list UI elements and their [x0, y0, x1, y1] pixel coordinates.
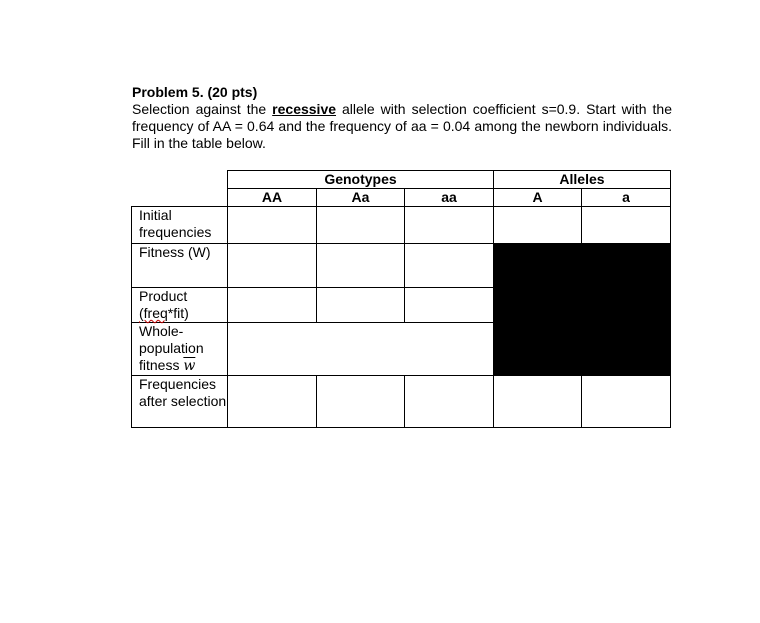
cell-fitness-aa[interactable] — [405, 244, 494, 288]
product-label-line1: Product — [139, 288, 188, 304]
product-label-freq: (freq — [139, 305, 168, 321]
col-header-a: a — [582, 189, 671, 207]
problem-emphasis: recessive — [272, 101, 337, 117]
problem-block — [132, 84, 672, 152]
blacked-out-region — [494, 244, 671, 376]
alleles-header: Alleles — [494, 171, 671, 189]
col-header-A: A — [494, 189, 582, 207]
col-header-AA: AA — [228, 189, 317, 207]
col-header-aa: aa — [405, 189, 494, 207]
problem-text-after: allele with selection coefficient s=0.9. Start with the frequency of AA = 0.64 and the frequency of aa = 0.04 among the newborn individuals. Fill in the table below. — [132, 101, 672, 151]
cell-initial-A[interactable] — [494, 207, 582, 244]
problem-title: Problem 5. (20 pts) — [132, 84, 258, 100]
row-label-initial-frequencies: Initial frequencies — [132, 207, 228, 244]
selection-table — [131, 170, 671, 428]
genotypes-header: Genotypes — [228, 171, 494, 189]
cell-product-AA[interactable] — [228, 288, 317, 323]
cell-fitness-Aa[interactable] — [317, 244, 405, 288]
cell-initial-a[interactable] — [582, 207, 671, 244]
whole-label-text: Whole-population fitness — [139, 323, 204, 373]
cell-whole-population-fitness[interactable] — [228, 323, 494, 376]
cell-initial-aa[interactable] — [405, 207, 494, 244]
cell-after-aa[interactable] — [405, 376, 494, 428]
w-bar-symbol: $\overline{w}$ — [183, 358, 196, 374]
cell-after-a[interactable] — [582, 376, 671, 428]
cell-after-AA[interactable] — [228, 376, 317, 428]
cell-product-aa[interactable] — [405, 288, 494, 323]
row-label-fitness: Fitness (W) — [132, 244, 228, 288]
product-label-fit: *fit) — [167, 305, 189, 321]
cell-fitness-AA[interactable] — [228, 244, 317, 288]
col-header-Aa: Aa — [317, 189, 405, 207]
cell-initial-Aa[interactable] — [317, 207, 405, 244]
cell-product-Aa[interactable] — [317, 288, 405, 323]
problem-text-before: Selection against the — [132, 101, 273, 117]
cell-after-Aa[interactable] — [317, 376, 405, 428]
row-label-product — [132, 288, 228, 323]
row-label-frequencies-after-selection: Frequencies after selection — [132, 376, 228, 428]
problem-text — [132, 101, 672, 152]
empty-corner — [132, 171, 228, 207]
cell-initial-AA[interactable] — [228, 207, 317, 244]
row-label-whole-population-fitness — [132, 323, 228, 376]
cell-after-A[interactable] — [494, 376, 582, 428]
